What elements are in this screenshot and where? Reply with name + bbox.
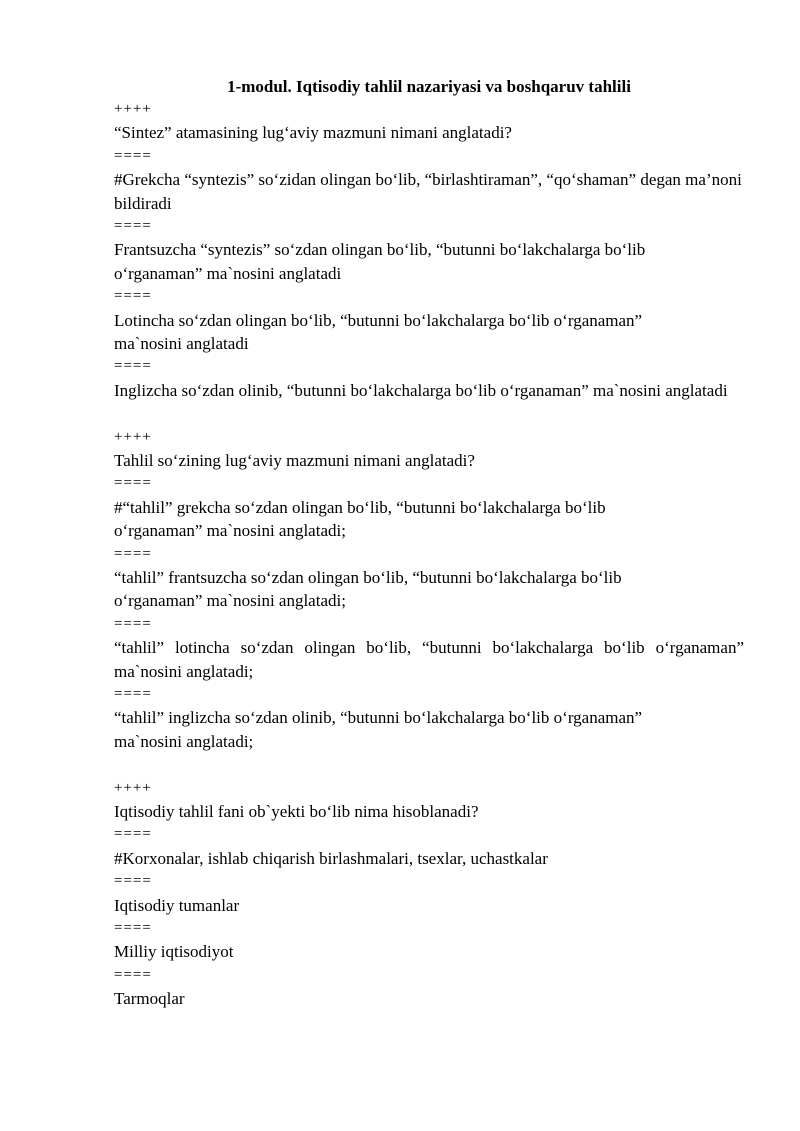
option-marker: ==== — [114, 686, 152, 702]
option-marker: ==== — [114, 615, 152, 632]
option-marker: ==== — [114, 966, 152, 983]
answer-option: Iqtisodiy tumanlar — [114, 895, 240, 915]
answer-option: “tahlil” lotincha so‘zdan olingan bo‘lib, “butunni bo‘lakchalarga bo‘lib o‘rganaman” ma`nosini anglatadi; — [114, 638, 744, 681]
answer-option: “tahlil” inglizcha so‘zdan olinib, “butunni bo‘lakchalarga bo‘lib o‘rganaman” ma`nosini anglatadi; — [114, 708, 643, 751]
question-marker: ++++ — [114, 101, 152, 117]
option-marker: ==== — [114, 218, 152, 234]
answer-option: #Grekcha “syntezis” so‘zidan olingan bo‘lib, “birlashtiraman”, “qo‘shaman” degan ma’noni bildiradi — [114, 170, 742, 213]
answer-option: #Korxonalar, ishlab chiqarish birlashmalari, tsexlar, uchastkalar — [114, 848, 548, 868]
spacer — [114, 402, 744, 425]
question-block-2 — [114, 426, 744, 754]
question-text: Iqtisodiy tahlil fani ob`yekti bo‘lib nima hisoblanadi? — [114, 801, 479, 821]
spacer — [114, 753, 744, 776]
question-marker: ++++ — [114, 779, 152, 796]
answer-option: #“tahlil” grekcha so‘zdan olingan bo‘lib, “butunni bo‘lakchalarga bo‘lib o‘rganaman” ma`nosini anglatadi; — [114, 497, 606, 541]
answer-option: Milliy iqtisodiyot — [114, 942, 234, 962]
question-block-1 — [114, 98, 744, 402]
question-text: “Sintez” atamasining lug‘aviy mazmuni nimani anglatadi? — [114, 123, 512, 143]
document-title: 1-modul. Iqtisodiy tahlil nazariyasi va boshqaruv tahlili — [227, 77, 631, 96]
option-marker: ==== — [114, 475, 152, 492]
document-page — [114, 76, 744, 1011]
option-marker: ==== — [114, 147, 152, 164]
option-marker: ==== — [114, 826, 152, 843]
answer-option: Frantsuzcha “syntezis” so‘zdan olingan bo‘lib, “butunni bo‘lakchalarga bo‘lib o‘rganaman” ma`nosini anglatadi — [114, 240, 646, 283]
question-text: Tahlil so‘zining lug‘aviy mazmuni nimani anglatadi? — [114, 450, 475, 470]
option-marker: ==== — [114, 358, 152, 375]
answer-option: Lotincha so‘zdan olingan bo‘lib, “butunni bo‘lakchalarga bo‘lib o‘rganaman” ma`nosini anglatadi — [114, 310, 643, 353]
option-marker: ==== — [114, 545, 152, 562]
option-marker: ==== — [114, 919, 152, 936]
answer-option: “tahlil” frantsuzcha so‘zdan olingan bo‘lib, “butunni bo‘lakchalarga bo‘lib o‘rganaman” ma`nosini anglatadi; — [114, 567, 622, 611]
option-marker: ==== — [114, 873, 152, 890]
question-marker: ++++ — [114, 428, 152, 445]
answer-option: Tarmoqlar — [114, 989, 185, 1009]
answer-option: Inglizcha so‘zdan olinib, “butunni bo‘lakchalarga bo‘lib o‘rganaman” ma`nosini anglatadi — [114, 380, 728, 400]
option-marker: ==== — [114, 288, 152, 305]
question-block-3 — [114, 777, 744, 1011]
